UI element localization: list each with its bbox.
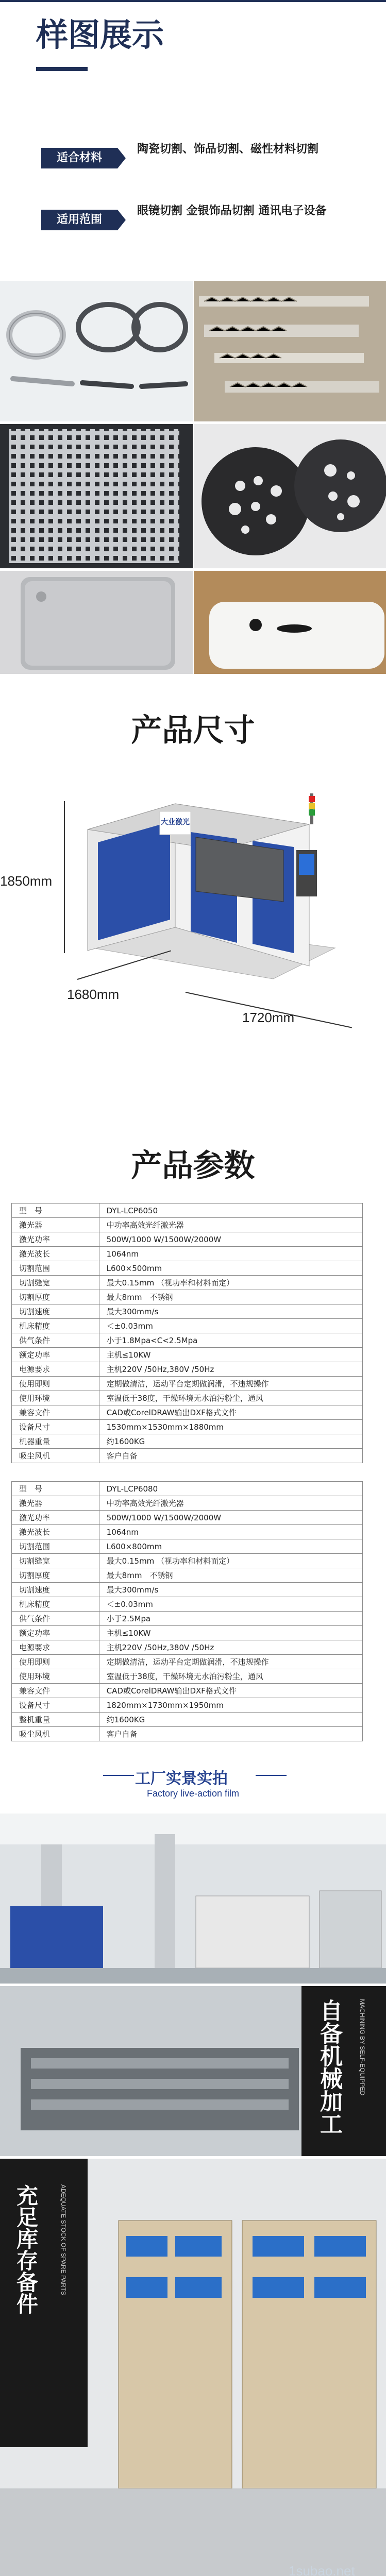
param-key: 机床精度 (12, 1597, 99, 1612)
sample-photo-perforated-plate (0, 424, 193, 568)
param-key: 机床精度 (12, 1319, 99, 1333)
param-value: 定期做清洁，运动平台定期做润滑，不违规操作 (99, 1655, 362, 1669)
param-key: 设备尺寸 (12, 1420, 99, 1434)
param-key: 整机重量 (12, 1713, 99, 1727)
param-value: DYL-LCP6080 (99, 1482, 362, 1496)
width-label: 1720mm (242, 1010, 295, 1025)
table-6050-row (12, 1232, 363, 1247)
param-value: 中功率高效光纤激光器 (99, 1496, 362, 1511)
param-value: CAD或CorelDRAW输出DXF格式文件 (99, 1684, 362, 1698)
param-key: 机器重量 (12, 1434, 99, 1449)
factory-photo-1 (0, 1814, 386, 1984)
table-6080-row (12, 1684, 363, 1698)
factory-title-block (0, 1759, 386, 1811)
param-value: 小于1.8Mpa<C<2.5Mpa (99, 1333, 362, 1348)
factory-title-right-line (256, 1775, 287, 1776)
machine-logo-text: 大业激光 (161, 818, 190, 826)
table-6080-row (12, 1568, 363, 1583)
factory-title-left-line (103, 1775, 134, 1776)
param-value: 主机≤10KW (99, 1348, 362, 1362)
param-key: 切割速度 (12, 1583, 99, 1597)
table-6050-row (12, 1420, 363, 1434)
sample-photo-ceramic-cover (194, 571, 386, 674)
table-6050-row (12, 1218, 363, 1232)
table-6080-row (12, 1539, 363, 1554)
params-title: 产品参数 (131, 1148, 255, 1184)
param-value: 室温低于38度，干燥环境无水泊污粉尘，通风 (99, 1391, 362, 1405)
dimensions-title: 产品尺寸 (131, 713, 255, 749)
scope-text: 眼镜切割 金银饰品切割 通讯电子设备 (137, 205, 327, 217)
table-6050-row (12, 1276, 363, 1290)
param-value: L600×800mm (99, 1539, 362, 1554)
scope-tag: 适用范围 (41, 210, 118, 230)
param-value: 约1600KG (99, 1434, 362, 1449)
param-key: 激光器 (12, 1496, 99, 1511)
params-table-6080 (11, 1481, 363, 1741)
depth-label: 1680mm (67, 987, 120, 1002)
table-6080-row (12, 1669, 363, 1684)
table-6050-row (12, 1348, 363, 1362)
param-key: 供气条件 (12, 1612, 99, 1626)
param-value: 小于2.5Mpa (99, 1612, 362, 1626)
factory-title-cn: 工厂实景实拍 (135, 1770, 228, 1788)
param-value: L600×500mm (99, 1261, 362, 1276)
param-key: 设备尺寸 (12, 1698, 99, 1713)
material-row (41, 142, 356, 175)
param-value: 中功率高效光纤激光器 (99, 1218, 362, 1232)
table-6080-row (12, 1640, 363, 1655)
side-label-spare-parts: 充足库存备件 (13, 2184, 39, 2314)
param-key: 额定功率 (12, 1626, 99, 1640)
table-6050-row (12, 1304, 363, 1319)
param-key: 切割速度 (12, 1304, 99, 1319)
param-key: 切割缝宽 (12, 1554, 99, 1568)
title-underline (36, 67, 88, 71)
param-value: 1064nm (99, 1247, 362, 1261)
param-key: 激光波长 (12, 1247, 99, 1261)
param-key: 电源要求 (12, 1640, 99, 1655)
param-key: 兼容文件 (12, 1405, 99, 1420)
table-6080-row (12, 1713, 363, 1727)
param-value: DYL-LCP6050 (99, 1204, 362, 1218)
side-label-spare-parts-en: ADEQUATE STOCK OF SPARE PARTS (60, 2184, 67, 2295)
param-value: 客户自备 (99, 1449, 362, 1463)
table-6080-row (12, 1727, 363, 1741)
machine-illustration (67, 773, 356, 994)
table-6080-row (12, 1626, 363, 1640)
table-6050-row (12, 1333, 363, 1348)
param-value: 最大300mm/s (99, 1583, 362, 1597)
top-edge-bar (0, 0, 386, 2)
param-key: 吸尘风机 (12, 1727, 99, 1741)
param-key: 供气条件 (12, 1333, 99, 1348)
params-table-6050 (11, 1203, 363, 1463)
param-value: 室温低于38度，干燥环境无水泊污粉尘，通风 (99, 1669, 362, 1684)
side-label-machining-en: MACHINING BY SELF-EQUIPPED (359, 1999, 366, 2096)
param-value: 最大8mm 不锈钢 (99, 1290, 362, 1304)
param-key: 使用环境 (12, 1669, 99, 1684)
scope-row (41, 204, 356, 236)
param-key: 型 号 (12, 1204, 99, 1218)
table-6080-row (12, 1583, 363, 1597)
param-value: 最大0.15mm （视功率和材料而定） (99, 1276, 362, 1290)
table-6080-row (12, 1511, 363, 1525)
param-value: 最大8mm 不锈钢 (99, 1568, 362, 1583)
material-tag: 适合材料 (41, 148, 118, 168)
param-value: 主机220V /50Hz,380V /50Hz (99, 1640, 362, 1655)
param-key: 切割厚度 (12, 1290, 99, 1304)
table-6080-row (12, 1612, 363, 1626)
param-key: 激光功率 (12, 1511, 99, 1525)
param-value: 定期做清洁，运动平台定期做润滑，不违规操作 (99, 1377, 362, 1391)
sample-photo-metal-strips (194, 281, 386, 421)
param-value: 1820mm×1730mm×1950mm (99, 1698, 362, 1713)
samples-title: 样图展示 (36, 16, 164, 54)
table-6080-row (12, 1496, 363, 1511)
table-6050-row (12, 1405, 363, 1420)
height-dimension-line (64, 801, 65, 953)
table-6050-row (12, 1377, 363, 1391)
param-key: 使用即则 (12, 1655, 99, 1669)
sample-photo-ceramic-discs (194, 424, 386, 568)
param-value: 客户自备 (99, 1727, 362, 1741)
table-6050-row (12, 1204, 363, 1218)
param-value: 1530mm×1530mm×1880mm (99, 1420, 362, 1434)
table-6080-row (12, 1525, 363, 1539)
param-key: 切割厚度 (12, 1568, 99, 1583)
sample-photo-glasses (0, 281, 193, 421)
table-6050-row (12, 1362, 363, 1377)
samples-title-block (36, 9, 376, 76)
param-key: 激光器 (12, 1218, 99, 1232)
param-value: CAD或CorelDRAW输出DXF格式文件 (99, 1405, 362, 1420)
side-label-machining: 自备机械加工 (316, 1999, 342, 2135)
param-key: 激光波长 (12, 1525, 99, 1539)
material-text: 陶瓷切割、饰品切割、磁性材料切割 (137, 143, 319, 156)
height-label: 1850mm (0, 873, 53, 889)
param-key: 使用环境 (12, 1391, 99, 1405)
param-value: 1064nm (99, 1525, 362, 1539)
sample-photo-phone-back (0, 571, 193, 674)
param-value: 最大300mm/s (99, 1304, 362, 1319)
table-6050-row (12, 1391, 363, 1405)
param-key: 吸尘风机 (12, 1449, 99, 1463)
table-6050-row (12, 1434, 363, 1449)
param-value: ＜±0.03mm (99, 1319, 362, 1333)
table-6080-row (12, 1554, 363, 1568)
table-6050-row (12, 1319, 363, 1333)
param-value: 最大0.15mm （视功率和材料而定） (99, 1554, 362, 1568)
param-key: 激光功率 (12, 1232, 99, 1247)
param-key: 切割范围 (12, 1539, 99, 1554)
table-6050-row (12, 1290, 363, 1304)
table-6050-row (12, 1247, 363, 1261)
watermark: 1subao.net (289, 2563, 355, 2576)
table-6080-row (12, 1698, 363, 1713)
param-value: 500W/1000 W/1500W/2000W (99, 1511, 362, 1525)
factory-title-en: Factory live-action film (146, 1788, 240, 1799)
param-value: 约1600KG (99, 1713, 362, 1727)
param-key: 使用即则 (12, 1377, 99, 1391)
table-6080-row (12, 1597, 363, 1612)
table-6080-row (12, 1655, 363, 1669)
table-6050-row (12, 1449, 363, 1463)
param-key: 兼容文件 (12, 1684, 99, 1698)
param-key: 切割范围 (12, 1261, 99, 1276)
param-key: 切割缝宽 (12, 1276, 99, 1290)
param-value: 主机220V /50Hz,380V /50Hz (99, 1362, 362, 1377)
param-value: ＜±0.03mm (99, 1597, 362, 1612)
param-key: 型 号 (12, 1482, 99, 1496)
param-key: 电源要求 (12, 1362, 99, 1377)
table-6050-row (12, 1261, 363, 1276)
param-value: 500W/1000 W/1500W/2000W (99, 1232, 362, 1247)
param-value: 主机≤10KW (99, 1626, 362, 1640)
param-key: 额定功率 (12, 1348, 99, 1362)
table-6080-row (12, 1482, 363, 1496)
